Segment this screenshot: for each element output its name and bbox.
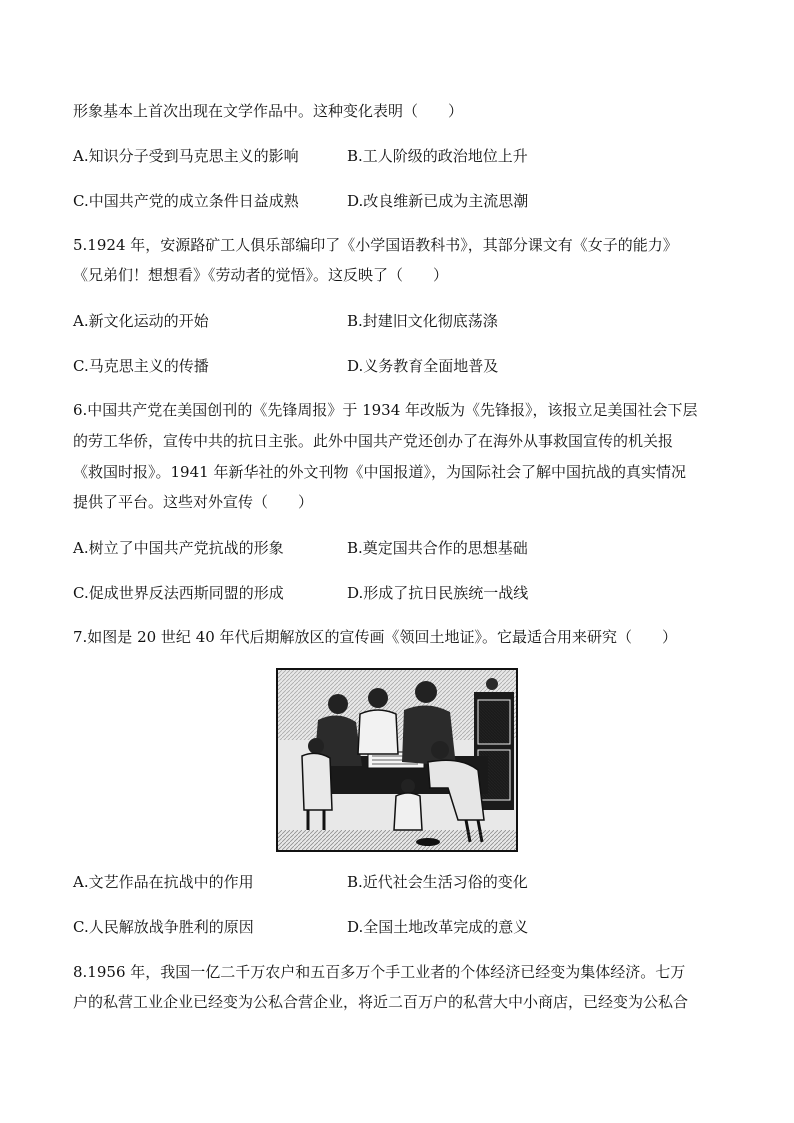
q6-option-b: B.奠定国共合作的思想基础 (347, 539, 528, 557)
q6-stem-line-2: 的劳工华侨，宣传中共的抗日主张。此外中国共产党还创办了在海外从事救国宣传的机关报 (73, 432, 674, 450)
q6-stem-line-1: 6.中国共产党在美国创刊的《先锋周报》于 1934 年改版为《先锋报》，该报立足美国社会下层 (73, 401, 698, 419)
q6-option-a: A.树立了中国共产党抗战的形象 (73, 539, 284, 557)
q5-option-d: D.义务教育全面地普及 (347, 357, 499, 375)
q7-option-a: A.文艺作品在抗战中的作用 (73, 873, 254, 891)
q5-stem-line-2: 《兄弟们！想想看》《劳动者的觉悟》。这反映了（ ） (73, 266, 449, 284)
q6-option-c: C.促成世界反法西斯同盟的形成 (73, 584, 284, 602)
q8-stem-line-1: 8.1956 年，我国一亿二千万农户和五百多万个手工业者的个体经济已经变为集体经济。七万 (73, 963, 686, 981)
q8-stem-line-2: 户的私营工业企业已经变为公私合营企业，将近二百万户的私营大中小商店，已经变为公私合 (73, 993, 689, 1011)
q5-option-b: B.封建旧文化彻底荡涤 (347, 312, 498, 330)
q5-option-c: C.马克思主义的传播 (73, 357, 209, 375)
q7-option-c: C.人民解放战争胜利的原因 (73, 918, 254, 936)
q4-option-b: B.工人阶级的政治地位上升 (347, 147, 528, 165)
q7-option-d: D.全国土地改革完成的意义 (347, 918, 529, 936)
q5-stem-line-1: 5.1924 年，安源路矿工人俱乐部编印了《小学国语教科书》，其部分课文有《女子的能力》 (73, 236, 678, 254)
q5-option-a: A.新文化运动的开始 (73, 312, 209, 330)
q6-stem-line-4: 提供了平台。这些对外宣传（ ） (73, 493, 314, 511)
propaganda-woodcut-illustration (276, 668, 518, 852)
q7-stem: 7.如图是 20 世纪 40 年代后期解放区的宣传画《领回土地证》。它最适合用来研究（ ） (73, 628, 678, 646)
q4-option-c: C.中国共产党的成立条件日益成熟 (73, 192, 299, 210)
q6-option-d: D.形成了抗日民族统一战线 (347, 584, 529, 602)
q7-option-b: B.近代社会生活习俗的变化 (347, 873, 528, 891)
q6-stem-line-3: 《救国时报》。1941 年新华社的外文刊物《中国报道》，为国际社会了解中国抗战的真实情况 (73, 463, 686, 481)
q4-option-a: A.知识分子受到马克思主义的影响 (73, 147, 299, 165)
q4-stem-tail: 形象基本上首次出现在文学作品中。这种变化表明（ ） (73, 102, 464, 120)
q4-option-d: D.改良维新已成为主流思潮 (347, 192, 529, 210)
